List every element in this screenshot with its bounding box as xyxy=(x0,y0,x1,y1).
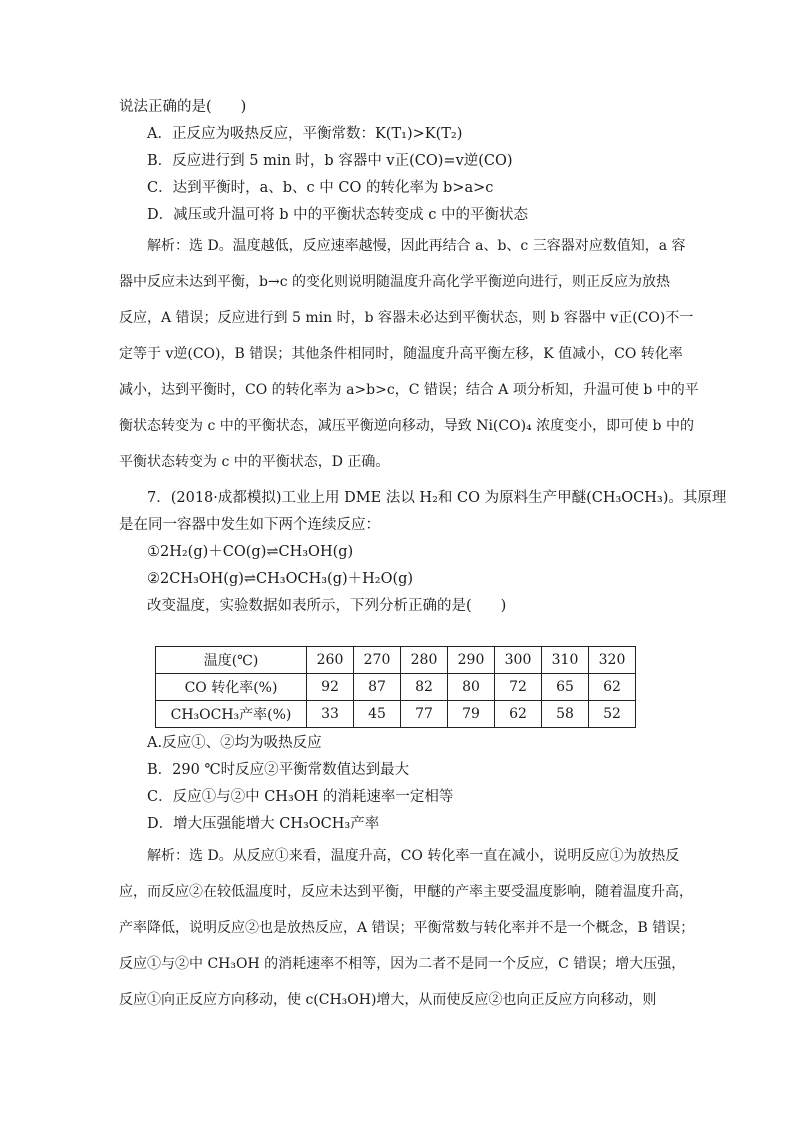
q6-stem-tail: 说法正确的是( ) xyxy=(119,99,247,115)
q7-option-c: C．反应①与②中 CH₃OH 的消耗速率一定相等 xyxy=(147,789,454,805)
q6-solution-line: 解析：选 D。温度越低，反应速率越慢，因此再结合 a、b、c 三容器对应数值知，a 容 xyxy=(147,238,686,254)
q7-solution-line: 反应①向正反应方向移动，使 c(CH₃OH)增大，从而使反应②也向正反应方向移动，则 xyxy=(119,992,657,1008)
table-cell: 260 xyxy=(307,647,354,674)
table-cell: 80 xyxy=(448,674,495,701)
table-cell: 77 xyxy=(401,701,448,728)
q7-stem-line2: 是在同一容器中发生如下两个连续反应： xyxy=(119,517,380,533)
table-cell: 280 xyxy=(401,647,448,674)
q7-reaction1: ①2H₂(g)＋CO(g)⇌CH₃OH(g) xyxy=(147,544,354,560)
q6-solution-line: 器中反应未达到平衡，b→c 的变化则说明随温度升高化学平衡逆向进行，则正反应为放热 xyxy=(119,274,670,290)
q7-solution-line: 解析：选 D。从反应①来看，温度升高，CO 转化率一直在减小，说明反应①为放热反 xyxy=(147,848,680,864)
table-row xyxy=(156,674,636,701)
table-cell: 62 xyxy=(495,701,542,728)
q7-option-d: D．增大压强能增大 CH₃OCH₃产率 xyxy=(147,816,380,832)
table-row-label: CO 转化率(%) xyxy=(156,674,307,701)
q7-stem-line1: 7．(2018·成都模拟)工业上用 DME 法以 H₂和 CO 为原料生产甲醚(CH₃OCH₃)。其原理 xyxy=(147,490,727,506)
q6-solution-line: 反应，A 错误；反应进行到 5 min 时，b 容器未必达到平衡状态，则 b 容器中 v正(CO)不一 xyxy=(119,310,694,326)
data-table xyxy=(155,646,636,728)
q7-prompt: 改变温度，实验数据如表所示，下列分析正确的是( ) xyxy=(147,598,507,614)
table-cell: 270 xyxy=(354,647,401,674)
table-cell: 79 xyxy=(448,701,495,728)
q7-reaction2: ②2CH₃OH(g)⇌CH₃OCH₃(g)＋H₂O(g) xyxy=(147,571,414,587)
q6-solution-line: 减小，达到平衡时，CO 的转化率为 a>b>c，C 错误；结合 A 项分析知，升温可使 b 中的平 xyxy=(119,382,699,398)
table-cell: 310 xyxy=(542,647,589,674)
table-cell: 62 xyxy=(589,674,636,701)
q7-solution-line: 产率降低，说明反应②也是放热反应，A 错误；平衡常数与转化率并不是一个概念，B 错误； xyxy=(119,920,695,936)
table-cell: 65 xyxy=(542,674,589,701)
q6-solution-line: 定等于 v逆(CO)，B 错误；其他条件相同时，随温度升高平衡左移，K 值减小，CO 转化率 xyxy=(119,346,683,362)
table-cell: 33 xyxy=(307,701,354,728)
table-cell: 45 xyxy=(354,701,401,728)
table-row-label: CH₃OCH₃产率(%) xyxy=(156,701,307,728)
table-cell: 92 xyxy=(307,674,354,701)
table-cell: 87 xyxy=(354,674,401,701)
q6-option-d: D．减压或升温可将 b 中的平衡状态转变成 c 中的平衡状态 xyxy=(147,207,528,223)
table-row-label: 温度(℃) xyxy=(156,647,307,674)
q7-option-b: B．290 ℃时反应②平衡常数值达到最大 xyxy=(147,762,410,778)
table-cell: 72 xyxy=(495,674,542,701)
q6-solution-line: 平衡状态转变为 c 中的平衡状态，D 正确。 xyxy=(119,454,390,470)
table-cell: 82 xyxy=(401,674,448,701)
table-cell: 320 xyxy=(589,647,636,674)
q7-solution-line: 应，而反应②在较低温度时，反应未达到平衡，甲醚的产率主要受温度影响，随着温度升高， xyxy=(119,884,693,900)
q6-option-b: B．反应进行到 5 min 时，b 容器中 v正(CO)=v逆(CO) xyxy=(147,153,513,169)
table-row xyxy=(156,701,636,728)
q7-option-a: A.反应①、②均为吸热反应 xyxy=(147,735,322,751)
table-cell: 52 xyxy=(589,701,636,728)
table-cell: 290 xyxy=(448,647,495,674)
table-cell: 300 xyxy=(495,647,542,674)
table-cell: 58 xyxy=(542,701,589,728)
table-row xyxy=(156,647,636,674)
q7-solution-line: 反应①与②中 CH₃OH 的消耗速率不相等，因为二者不是同一个反应，C 错误；增大压强， xyxy=(119,956,686,972)
q6-option-c: C．达到平衡时，a、b、c 中 CO 的转化率为 b>a>c xyxy=(147,180,494,196)
q6-option-a: A．正反应为吸热反应，平衡常数：K(T₁)>K(T₂) xyxy=(147,126,463,142)
q6-solution-line: 衡状态转变为 c 中的平衡状态，减压平衡逆向移动，导致 Ni(CO)₄ 浓度变小，即可使 b 中的 xyxy=(119,418,694,434)
